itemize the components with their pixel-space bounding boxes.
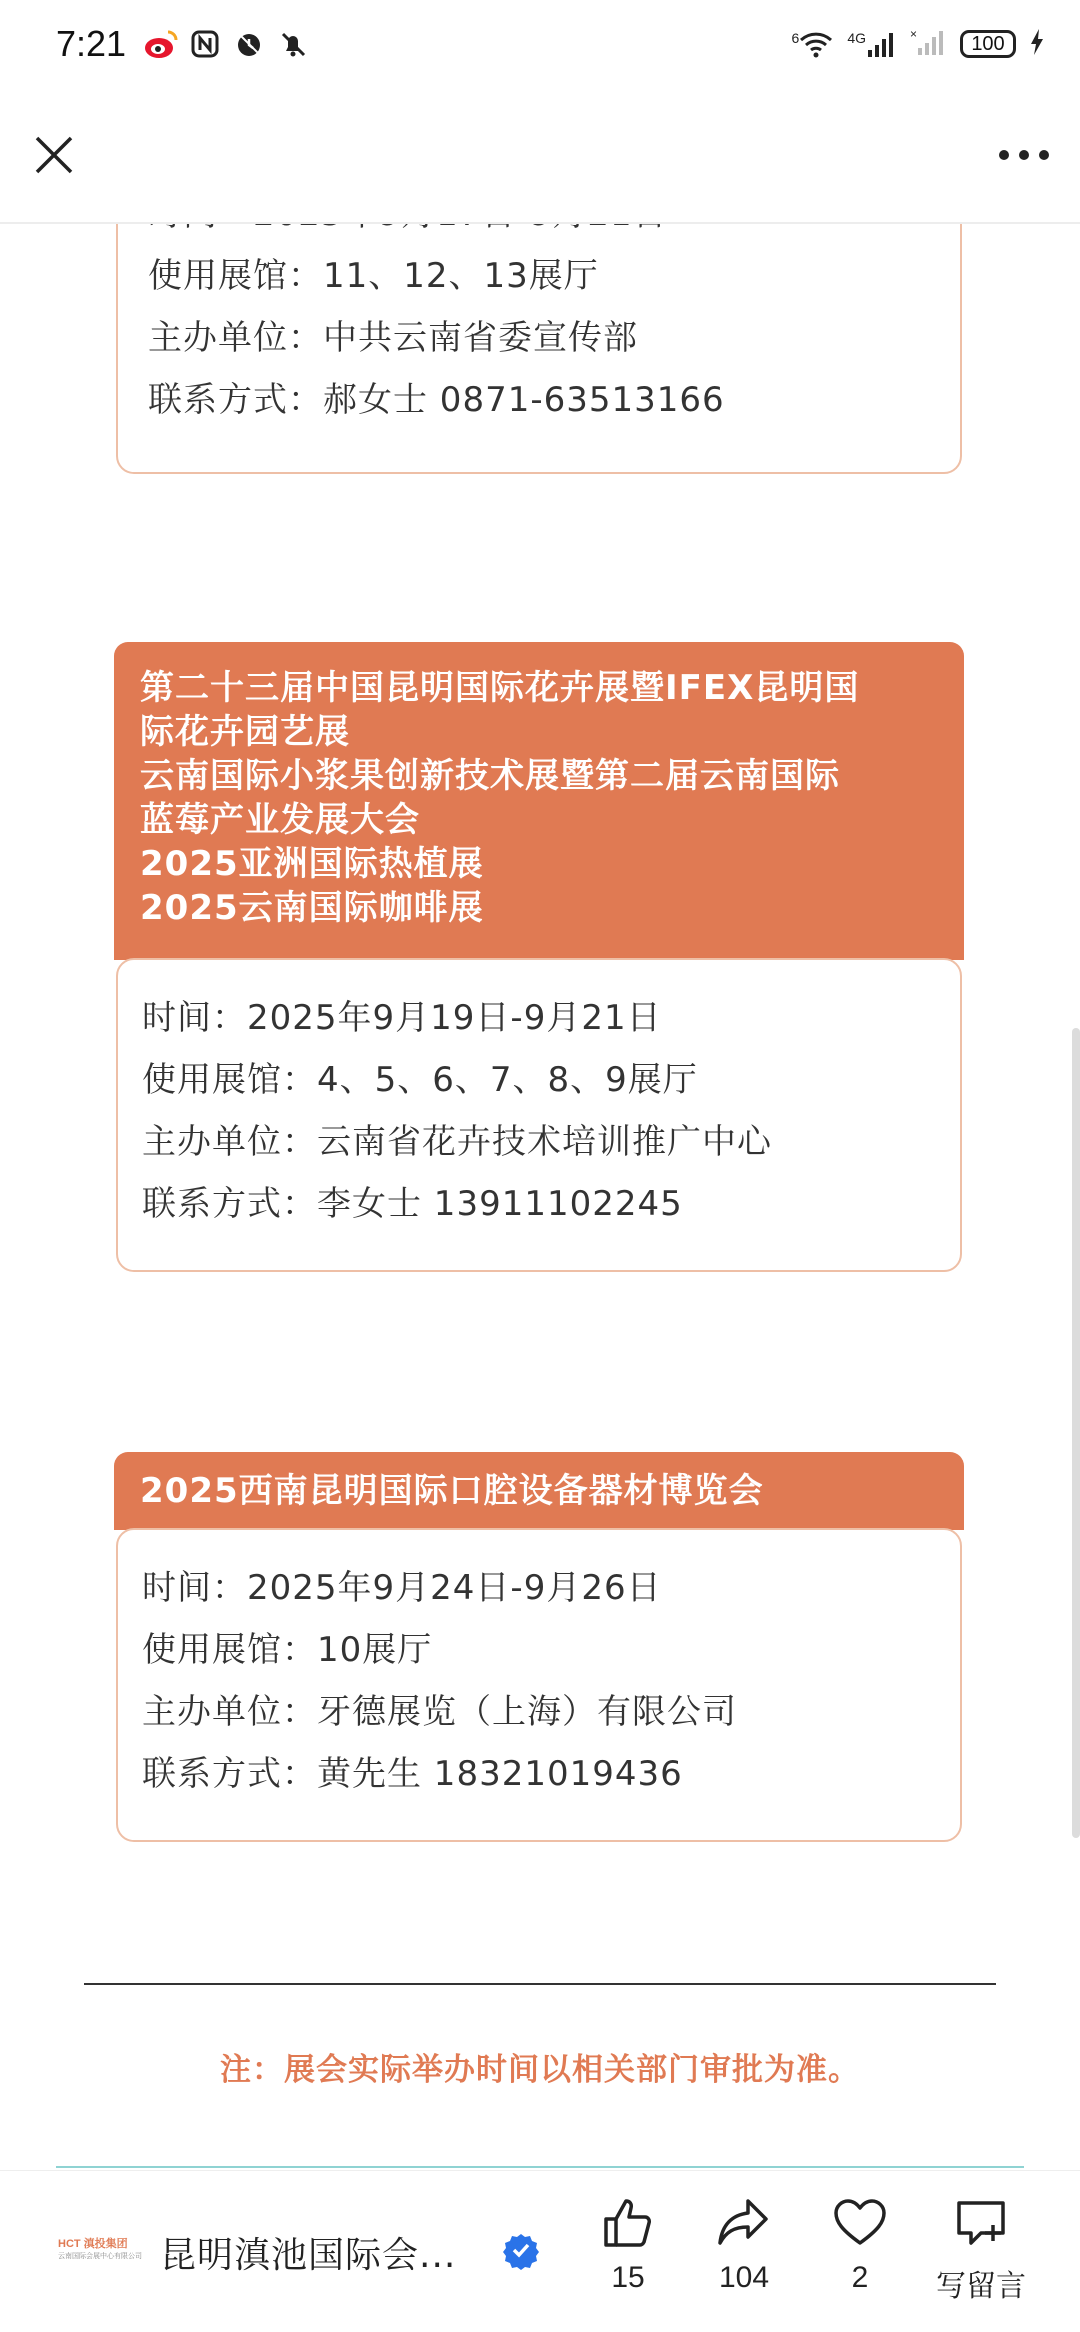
close-button[interactable]	[32, 133, 76, 177]
status-right	[792, 28, 1044, 60]
logo-subtext: 云南国际会展中心有限公司	[58, 2253, 142, 2260]
event-2-title-line: 2025云南国际咖啡展	[140, 888, 484, 928]
weibo-icon	[144, 27, 178, 61]
event-1-contact: 联系方式：郝女士 0871-63513166	[148, 380, 725, 420]
nfc-icon	[188, 27, 222, 61]
event-2-time: 时间：2025年9月19日-9月21日	[142, 998, 662, 1038]
event-2-title-line: 2025亚洲国际热植展	[140, 844, 484, 884]
network-label-a: 6	[791, 30, 800, 46]
share-button[interactable]	[684, 2195, 804, 2295]
event-3-organizer: 主办单位：牙德展览（上海）有限公司	[142, 1692, 737, 1732]
comment-add-icon	[953, 2195, 1009, 2251]
favorite-count: 2	[851, 2261, 869, 2294]
event-card-2-body	[116, 958, 962, 1272]
event-1-organizer: 主办单位：中共云南省委宣传部	[148, 318, 638, 358]
more-icon	[996, 133, 1052, 177]
event-2-organizer: 主办单位：云南省花卉技术培训推广中心	[142, 1122, 772, 1162]
teal-divider	[56, 2166, 1024, 2168]
event-card-2-header	[114, 642, 964, 960]
status-bar	[0, 0, 1080, 88]
bottom-action-bar	[0, 2170, 1080, 2332]
heart-icon	[832, 2195, 888, 2251]
event-3-time: 时间：2025年9月24日-9月26日	[142, 1568, 662, 1608]
section-divider	[84, 1983, 996, 1985]
signal-4g-icon	[847, 30, 896, 58]
charging-icon	[1030, 29, 1044, 59]
status-left	[56, 23, 310, 65]
event-3-title-line: 2025西南昆明国际口腔设备器材博览会	[140, 1471, 764, 1511]
thumbs-up-icon	[600, 2195, 656, 2251]
event-card-3-header	[114, 1452, 964, 1530]
logo-text: HCT 滇投集团	[58, 2238, 128, 2250]
event-3-contact: 联系方式：黄先生 18321019436	[142, 1754, 683, 1794]
event-2-title-line: 蓝莓产业发展大会	[140, 800, 420, 840]
scrollbar[interactable]	[1072, 1028, 1080, 1838]
event-2-title-line: 际花卉园艺展	[140, 712, 350, 752]
alarm-off-icon	[232, 27, 266, 61]
more-options-button[interactable]	[996, 133, 1052, 177]
event-2-contact: 联系方式：李女士 13911102245	[142, 1184, 683, 1224]
account-name[interactable]: 昆明滇池国际会...	[160, 2235, 457, 2276]
write-comment-button[interactable]	[916, 2195, 1046, 2305]
mute-icon	[276, 27, 310, 61]
write-comment-label: 写留言	[936, 2270, 1026, 2303]
close-icon	[32, 133, 76, 177]
event-1-hall: 使用展馆：11、12、13展厅	[148, 256, 599, 296]
event-3-hall: 使用展馆：10展厅	[142, 1630, 433, 1670]
event-2-hall: 使用展馆：4、5、6、7、8、9展厅	[142, 1060, 698, 1100]
like-button[interactable]	[568, 2195, 688, 2295]
nav-bar	[0, 88, 1080, 224]
favorite-button[interactable]	[800, 2195, 920, 2295]
status-time: 7:21	[56, 23, 127, 64]
article-content[interactable]	[0, 222, 1080, 2170]
event-2-title-line: 第二十三届中国昆明国际花卉展暨IFEX昆明国	[140, 668, 860, 708]
signal-no-service-icon	[910, 28, 946, 60]
share-count: 104	[718, 2261, 770, 2294]
event-2-title-line: 云南国际小浆果创新技术展暨第二届云南国际	[140, 756, 840, 796]
event-card-3-body	[116, 1528, 962, 1842]
share-icon	[716, 2195, 772, 2251]
network-label-b: 4G	[847, 30, 866, 46]
svg-text:×: ×	[910, 27, 918, 41]
event-card-1-body	[116, 182, 962, 474]
approval-note: 注：展会实际举办时间以相关部门审批为准。	[220, 2052, 860, 2088]
verified-badge-icon	[504, 2233, 538, 2267]
wifi-icon	[792, 30, 834, 58]
battery-indicator: 100	[960, 30, 1016, 58]
like-count: 15	[611, 2261, 645, 2294]
account-logo[interactable]	[58, 2233, 142, 2263]
